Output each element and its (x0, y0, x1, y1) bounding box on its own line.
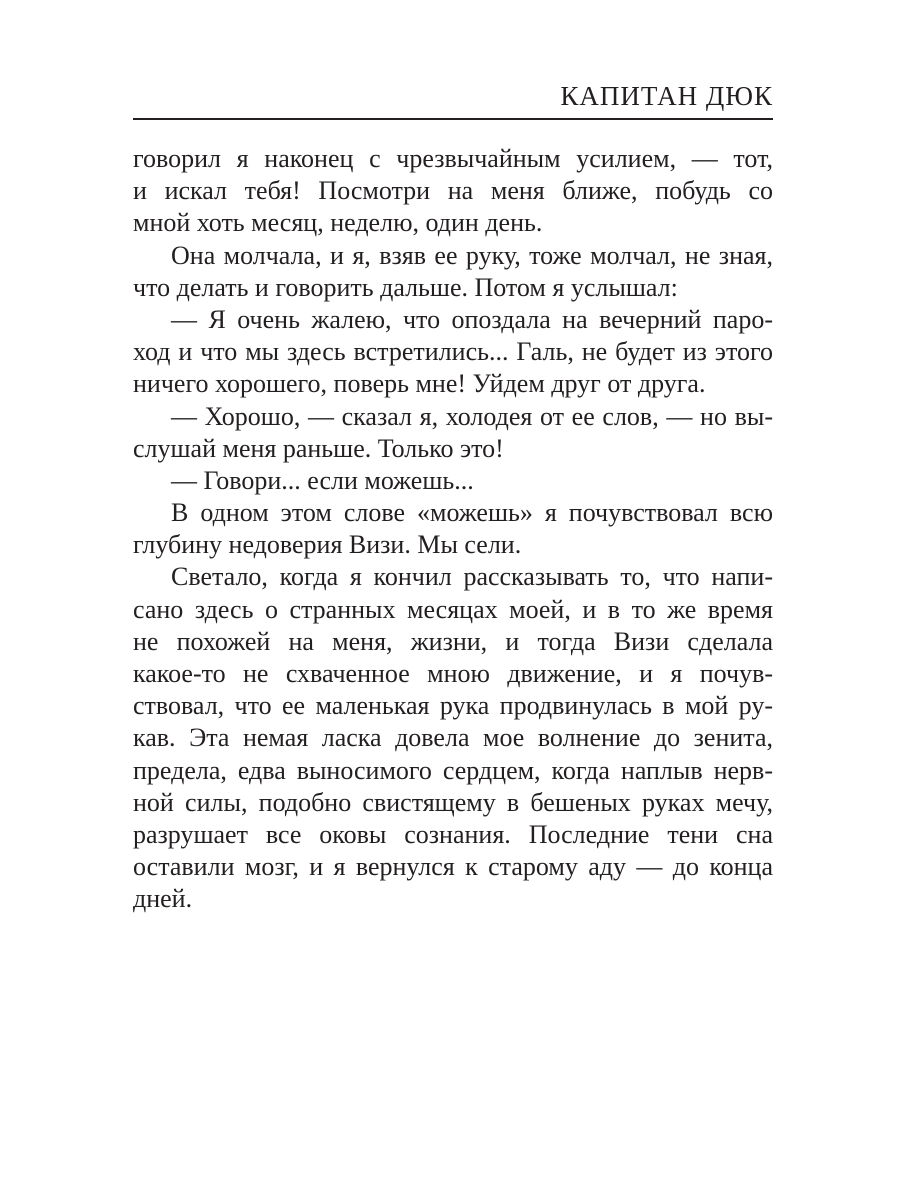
text-line: говорил я наконец с чрезвычайным усилием, — тот, (133, 144, 773, 173)
text-line: Светало, когда я кончил рассказывать то, что напи- (171, 562, 773, 592)
body-text (133, 143, 773, 916)
text-line: мной хоть месяц, неделю, один день. (133, 208, 543, 238)
text-line: не похожей на меня, жизни, и тогда Визи сделала (133, 626, 773, 656)
text-line: ствовал, что ее маленькая рука продвинулась в мой ру- (133, 691, 773, 721)
text-line: ной силы, подобно свистящему в бешеных руках мечу, (133, 787, 773, 817)
running-head-title: КАПИТАН ДЮК (560, 81, 773, 111)
text-line: ход и что мы здесь встретились... Галь, не будет из этого (133, 337, 773, 367)
text-line: предела, едва выносимого сердцем, когда наплыв нерв- (133, 755, 773, 785)
text-line: слушай меня раньше. Только это! (133, 433, 504, 463)
text-line: глубину недоверия Визи. Мы сели. (133, 530, 522, 560)
text-line: разрушает все оковы сознания. Последние тени сна (133, 819, 773, 849)
text-line: — Я очень жалею, что опоздала на вечерний паро- (171, 304, 773, 334)
text-line: В одном этом слове «можешь» я почувствовал всю (171, 498, 773, 528)
text-line: какое-то не схваченное мною движение, и я почув- (133, 659, 773, 688)
text-line: кав. Эта немая ласка довела мое волнение до зенита, (133, 723, 773, 753)
text-line: и искал тебя! Посмотри на меня ближе, побудь со (133, 176, 773, 206)
text-line: ничего хорошего, поверь мне! Уйдем друг от друга. (133, 369, 706, 399)
header-rule (133, 118, 773, 120)
text-line: — Говори... если можешь... (171, 465, 474, 495)
text-line: дней. (133, 884, 193, 914)
text-line: сано здесь о странных месяцах моей, и в то же время (133, 594, 773, 624)
text-line: что делать и говорить дальше. Потом я услышал: (133, 272, 678, 302)
text-line: Она молчала, и я, взяв ее руку, тоже молчал, не зная, (171, 240, 773, 270)
text-line: — Хорошо, — сказал я, холодея от ее слов, — но вы- (171, 401, 773, 431)
text-line: оставили мозг, и я вернулся к старому аду — до конца (133, 852, 773, 882)
